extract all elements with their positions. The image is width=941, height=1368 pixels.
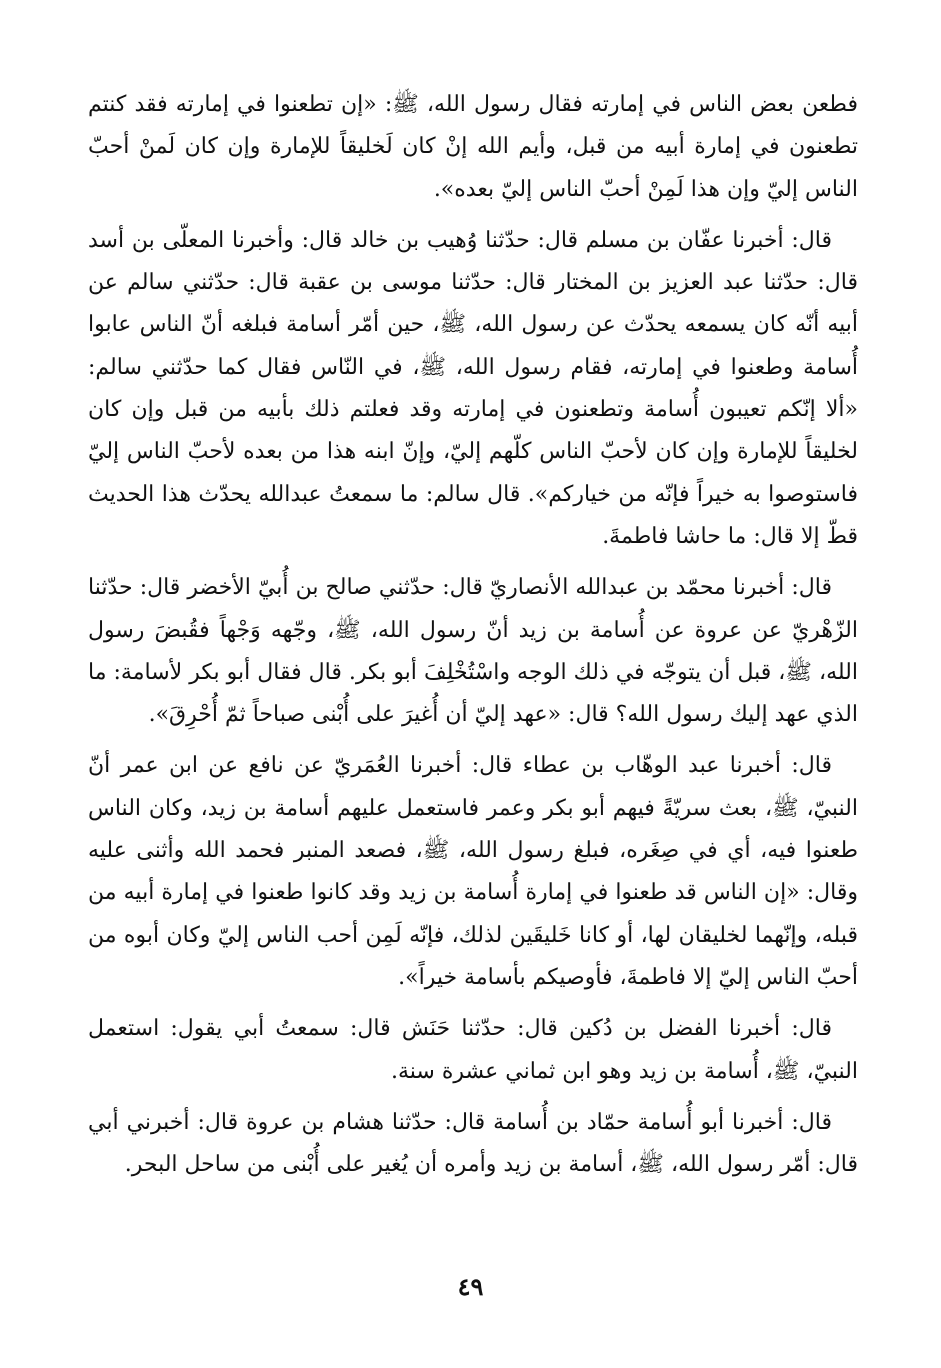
paragraph-1: فطعن بعض الناس في إمارته فقال رسول الله، ﷺ: «إن تطعنوا في إمارته فقد كنتم تطعنون في إمارة أبيه من قبل، وأيم الله إنْ كان لَخليقاً للإمارة وإن كان لَمنْ أحبّ الناس إليّ وإن هذا لَمِنْ أحبّ الناس إليّ بعده».: [88, 92, 858, 202]
page-number: ٤٩: [457, 1272, 484, 1301]
paragraph-4: قال: أخبرنا عبد الوهّاب بن عطاء قال: أخبرنا العُمَريّ عن نافع عن ابن عمر أنّ النبيّ، ﷺ، بعث سريّةً فيهم أبو بكر وعمر فاستعمل عليهم أسامة بن زيد، وكان الناس طعنوا فيه، أي في صِغَره، فبلغ رسول الله، ﷺ، فصعد المنبر فحمد الله وأثنى عليه وقال: «إن الناس قد طعنوا في إمارة أُسامة بن زيد وقد كانوا طعنوا في إمارة أبيه من قبله، وإنّهما لخليقان لها، أو كانا خَليقَين لذلك، فإنّه لَمِن أحب الناس إليّ وكان أبوه من أحبّ الناس إليّ إلا فاطمةَ، فأوصيكم بأسامة خيراً».: [88, 753, 858, 990]
paragraph-3: قال: أخبرنا محمّد بن عبدالله الأنصاريّ قال: حدّثني صالح بن أُبيّ الأخضر قال: حدّثنا الزّهْريّ عن عروة عن أُسامة بن زيد أنّ رسول الله، ﷺ، وجّهه وَجْهاً فقُبضَ رسول الله، ﷺ، قبل أن يتوجّه في ذلك الوجه واسْتُخْلِفَ أبو بكر. قال فقال أبو بكر لأسامة: ما الذي عهد إليك رسول الله؟ قال: «عهد إليّ أن أُغيرَ على أُبْنى صباحاً ثمّ أُحْرِقَ».: [88, 575, 858, 728]
paragraph-6: قال: أخبرنا أبو أُسامة حمّاد بن أُسامة قال: حدّثنا هشام بن عروة قال: أخبرني أبي قال: أمّر رسول الله، ﷺ، أسامة بن زيد وأمره أن يُغير على أُبْنى من ساحل البحر.: [88, 1109, 858, 1178]
page-body: [88, 84, 858, 1195]
paragraph-2: قال: أخبرنا عفّان بن مسلم قال: حدّثنا وُهيب بن خالد قال: وأخبرنا المعلّى بن أسد قال: حدّثنا عبد العزيز بن المختار قال: حدّثنا موسى بن عقبة قال: حدّثني سالم عن أبيه أنّه كان يسمعه يحدّث عن رسول الله، ﷺ، حين أمّر أسامة فبلغه أنّ الناس عابوا أُسامة وطعنوا في إمارته، فقام رسول الله، ﷺ، في النّاس فقال كما حدّثني سالم: «ألا إنّكم تعيبون أُسامة وتطعنون في إمارته وقد فعلتم ذلك بأبيه من قبل وإن كان لخليقاً للإمارة وإن كان لأحبّ الناس كلّهم إليّ، وإنّ ابنه هذا من بعده لأحبّ الناس إليّ فاستوصوا به خيراً فإنّه من خياركم». قال سالم: ما سمعتُ عبدالله يحدّث هذا الحديث قطّ إلا قال: ما حاشا فاطمةَ.: [88, 227, 858, 549]
paragraph-5: قال: أخبرنا الفضل بن دُكين قال: حدّثنا حَنَش قال: سمعتُ أبي يقول: استعمل النبيّ، ﷺ، أُسامة بن زيد وهو ابن ثماني عشرة سنة.: [88, 1016, 858, 1084]
